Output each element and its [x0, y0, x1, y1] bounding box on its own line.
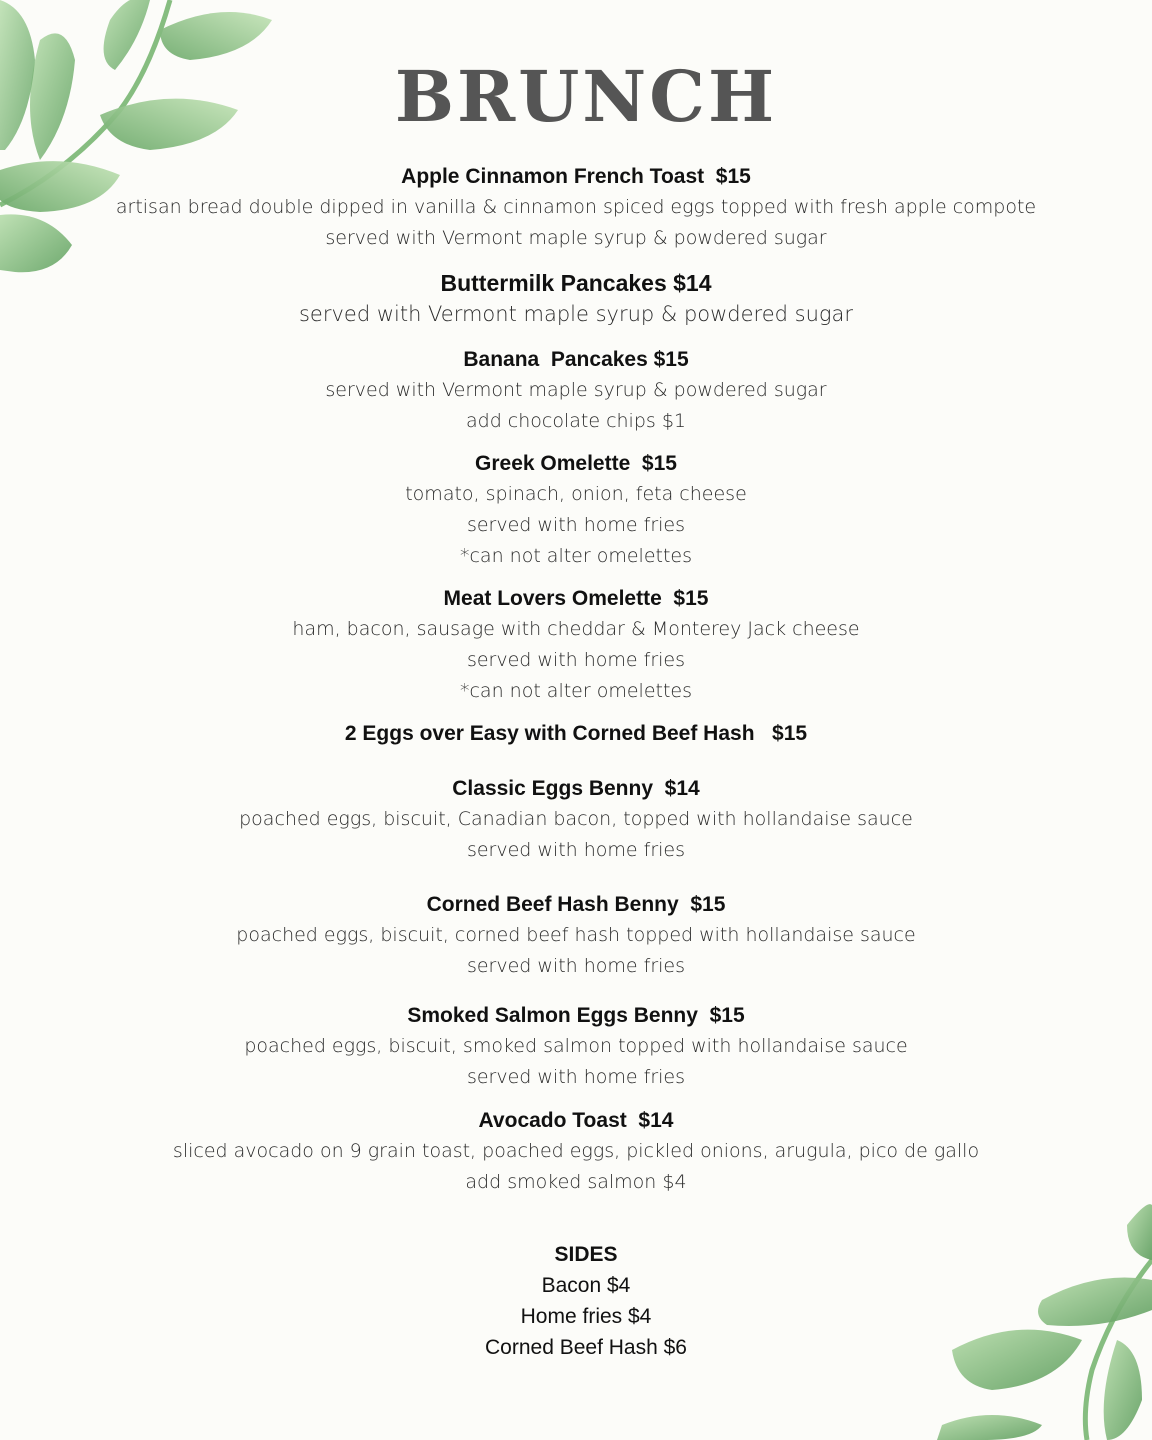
item-name: Classic Eggs Benny $14 — [452, 777, 700, 800]
item-description: sliced avocado on 9 grain toast, poached eggs, pickled onions, arugula, pico de gallo — [172, 1140, 980, 1162]
menu-item-greek-omelette — [0, 448, 1152, 572]
menu-item-apple-cinnamon-french-toast — [0, 161, 1152, 254]
item-name: Buttermilk Pancakes $14 — [440, 270, 712, 296]
item-description: served with Vermont maple syrup & powdered sugar — [298, 302, 854, 326]
item-description: served with home fries — [466, 1066, 686, 1088]
item-name: Corned Beef Hash Benny $15 — [426, 893, 726, 916]
item-name: Greek Omelette $15 — [475, 452, 677, 475]
menu-title: BRUNCH — [394, 55, 778, 138]
sides-section — [10, 1239, 1152, 1363]
item-description: *can not alter omelettes — [459, 680, 693, 702]
item-description: poached eggs, biscuit, smoked salmon topped with hollandaise sauce — [244, 1035, 908, 1057]
item-description: poached eggs, biscuit, corned beef hash topped with hollandaise sauce — [236, 924, 916, 946]
item-description: tomato, spinach, onion, feta cheese — [405, 483, 747, 505]
side-item: Bacon $4 — [541, 1274, 631, 1297]
item-description: add chocolate chips $1 — [465, 410, 687, 432]
item-description: served with Vermont maple syrup & powdered sugar — [325, 379, 827, 401]
menu-item-eggs-over-easy — [0, 718, 1152, 749]
item-description: add smoked salmon $4 — [465, 1171, 687, 1193]
item-name: 2 Eggs over Easy with Corned Beef Hash $15 — [344, 722, 808, 745]
menu-item-avocado-toast — [0, 1105, 1152, 1198]
item-description: artisan bread double dipped in vanilla & cinnamon spiced eggs topped with fresh apple compote — [115, 196, 1037, 218]
menu-item-classic-eggs-benny — [0, 773, 1152, 866]
item-description: served with home fries — [466, 649, 686, 671]
menu-item-corned-beef-hash-benny — [0, 889, 1152, 982]
item-description: served with Vermont maple syrup & powdered sugar — [325, 227, 827, 249]
item-description: served with home fries — [466, 839, 686, 861]
item-description: ham, bacon, sausage with cheddar & Monterey Jack cheese — [292, 618, 860, 640]
item-name: Banana Pancakes $15 — [463, 348, 689, 371]
item-description: *can not alter omelettes — [459, 545, 693, 567]
side-item: Home fries $4 — [520, 1305, 652, 1328]
menu-item-buttermilk-pancakes — [0, 268, 1152, 330]
menu-item-banana-pancakes — [0, 344, 1152, 437]
item-name: Meat Lovers Omelette $15 — [443, 587, 709, 610]
item-description: served with home fries — [466, 955, 686, 977]
menu-item-smoked-salmon-eggs-benny — [0, 1000, 1152, 1093]
menu-item-meat-lovers-omelette — [0, 583, 1152, 707]
item-name: Apple Cinnamon French Toast $15 — [401, 165, 751, 188]
item-description: poached eggs, biscuit, Canadian bacon, topped with hollandaise sauce — [239, 808, 913, 830]
side-item: Corned Beef Hash $6 — [485, 1336, 687, 1359]
item-name: Smoked Salmon Eggs Benny $15 — [407, 1004, 745, 1027]
item-name: Avocado Toast $14 — [478, 1109, 674, 1132]
item-description: served with home fries — [466, 514, 686, 536]
sides-heading: SIDES — [554, 1243, 618, 1266]
